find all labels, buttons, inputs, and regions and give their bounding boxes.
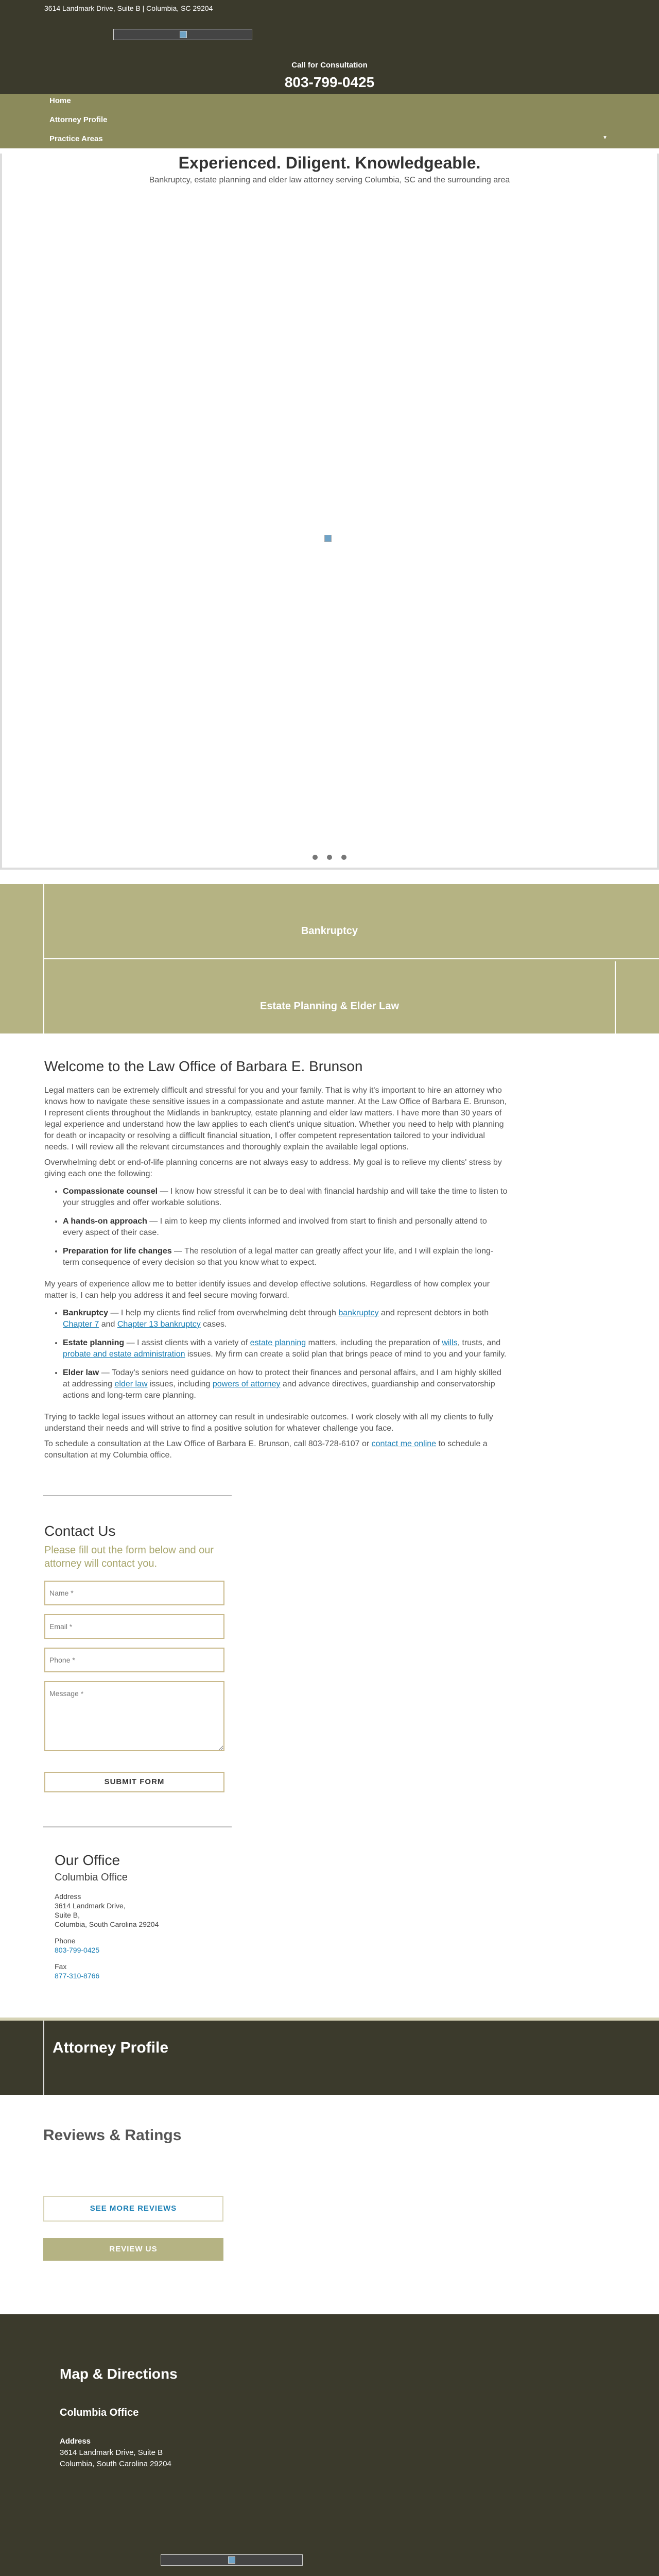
- message-input[interactable]: [44, 1681, 224, 1751]
- welcome-paragraph: Trying to tackle legal issues without an attorney can result in undesirable outcomes. I work closely with all my clients to fully understand their needs and will strive to find a positive solution for whatever challenge you face.: [44, 1413, 493, 1433]
- header-cta: Call for Consultation: [291, 61, 368, 70]
- divider: [43, 958, 659, 959]
- nav-contact-us[interactable]: Contact Us: [49, 173, 91, 181]
- contact-title: Contact Us: [44, 1523, 116, 1539]
- wills-link[interactable]: wills: [442, 1338, 458, 1347]
- see-more-reviews-button[interactable]: SEE MORE REVIEWS: [43, 2196, 223, 2222]
- slider-dot[interactable]: [327, 855, 332, 860]
- practice-estate-planning-link[interactable]: Estate Planning & Elder Law: [259, 1001, 400, 1012]
- slider-dots: [2, 853, 657, 862]
- topbar-address: 3614 Landmark Drive, Suite B | Columbia, SC 29204: [44, 4, 213, 12]
- name-input[interactable]: [44, 1581, 224, 1605]
- contact-form-section: [0, 1496, 659, 1792]
- email-input[interactable]: [44, 1614, 224, 1639]
- reviews-title: Reviews & Ratings: [43, 2127, 182, 2144]
- attorney-profile-title[interactable]: Attorney Profile: [53, 2039, 169, 2056]
- nav-reviews-ratings[interactable]: Reviews & Ratings: [49, 154, 119, 162]
- welcome-paragraph: My years of experience allow me to better identify issues and develop effective solutions. Regardless of how complex your matter is, I can help you address it and feel secure moving forward.: [44, 1280, 490, 1300]
- logo-image-icon: [180, 31, 187, 38]
- address-line: Suite B,: [55, 1911, 80, 1919]
- list-item: • Compassionate counsel — I know how stressful it can be to deal with financial hardship and will take the time to listen to your struggles and offer workable solutions.: [63, 1186, 508, 1209]
- footer-logo[interactable]: [161, 2554, 303, 2566]
- header-phone[interactable]: 803-799-0425: [284, 74, 375, 90]
- map-title: Map & Directions: [60, 2366, 178, 2382]
- footer-office-name: Columbia Office: [60, 2407, 139, 2418]
- site-footer: [0, 2314, 659, 2576]
- services-list: [63, 1308, 508, 1401]
- powers-of-attorney-link[interactable]: powers of attorney: [212, 1380, 281, 1388]
- list-item: • Preparation for life changes — The resolution of a legal matter can greatly affect your life, and I will explain the long-term consequence of every decision so that you know what to expect.: [63, 1246, 508, 1268]
- phone-label: Phone: [55, 1937, 76, 1945]
- slider-dot[interactable]: [313, 855, 318, 860]
- chapter-7-link[interactable]: Chapter 7: [63, 1320, 99, 1329]
- contact-online-link[interactable]: contact me online: [371, 1439, 437, 1448]
- practice-areas-banner: [0, 884, 659, 1033]
- site-header: [0, 16, 659, 94]
- estate-planning-link[interactable]: estate planning: [250, 1338, 306, 1347]
- bankruptcy-link[interactable]: bankruptcy: [338, 1309, 379, 1317]
- reviews-section: [0, 2095, 659, 2261]
- address-line: 3614 Landmark Drive,: [55, 1902, 126, 1910]
- list-item: • A hands-on approach — I aim to keep my clients informed and involved from start to finish and personally attend to every aspect of their case.: [63, 1216, 508, 1239]
- fax-label: Fax: [55, 1962, 67, 1971]
- submit-button[interactable]: SUBMIT FORM: [44, 1772, 224, 1792]
- nav-map-directions[interactable]: Map & Directions: [49, 192, 113, 200]
- hero-slider: [0, 154, 659, 870]
- welcome-section: [0, 1033, 552, 1461]
- chapter-13-link[interactable]: Chapter 13 bankruptcy: [117, 1320, 201, 1329]
- attorney-profile-section: [0, 2018, 659, 2095]
- office-fax-link[interactable]: 877-310-8766: [55, 1972, 100, 1980]
- nav-home[interactable]: Home: [49, 96, 71, 105]
- footer-address: Address 3614 Landmark Drive, Suite B Columbia, South Carolina 29204: [60, 2437, 171, 2468]
- list-item: • Elder law — Today's seniors need guidance on how to protect their finances and personal affairs, and I am highly skilled at addressing elder law issues, including powers of attorney and advance directives, guardianship and conservatorship actions and long-term care planning.: [63, 1367, 508, 1401]
- welcome-title: Welcome to the Law Office of Barbara E. Brunson: [44, 1058, 363, 1074]
- topbar: [0, 0, 659, 16]
- welcome-paragraph: Overwhelming debt or end-of-life planning concerns are not always easy to address. My goal is to relieve my clients' stress by giving each one the following:: [44, 1158, 502, 1178]
- review-us-button[interactable]: REVIEW US: [43, 2238, 223, 2261]
- slider-dot[interactable]: [341, 855, 346, 860]
- hero-title: Experienced. Diligent. Knowledgeable.: [178, 154, 481, 172]
- address-line: Columbia, South Carolina 29204: [55, 1920, 159, 1928]
- logo-image-icon: [228, 2556, 235, 2564]
- probate-link[interactable]: probate and estate administration: [63, 1350, 185, 1359]
- benefits-list: [63, 1186, 508, 1268]
- practice-bankruptcy-link[interactable]: Bankruptcy: [301, 925, 358, 937]
- welcome-paragraph: To schedule a consultation at the Law Office of Barbara E. Brunson, call 803-728-6107 or contact me online to schedule a consultation at my Columbia office.: [44, 1439, 488, 1460]
- address-label: Address: [55, 1892, 81, 1901]
- phone-input[interactable]: [44, 1648, 224, 1672]
- hero-subtitle: Bankruptcy, estate planning and elder law attorney serving Columbia, SC and the surrounding area: [149, 176, 510, 184]
- chevron-down-icon[interactable]: ▼: [602, 135, 608, 141]
- elder-law-link[interactable]: elder law: [114, 1380, 148, 1388]
- contact-intro: Please fill out the form below and our attorney will contact you.: [44, 1545, 214, 1569]
- welcome-paragraph: Legal matters can be extremely difficult and stressful for you and your family. That is why it's important to hire an attorney who knows how to navigate these sensitive issues in a compassionate and astute manner. At the Law Office of Barbara E. Brunson, I represent clients throughout the Midlands in bankruptcy, estate planning and elder law matters. I have more than 30 years of legal experience and understand how the law applies to each client's unique situation. Whether you need to help with planning for death or incapacity or resolving a difficult financial situation, I offer competent representation tailored to your individual needs. I will review all the relevant circumstances and thoroughly explain the available legal options.: [44, 1086, 507, 1151]
- office-phone-link[interactable]: 803-799-0425: [55, 1946, 100, 1954]
- nav-practice-areas[interactable]: Practice Areas: [49, 134, 103, 143]
- slide-image-icon: [324, 535, 332, 542]
- site-logo[interactable]: [113, 29, 252, 40]
- nav-attorney-profile[interactable]: Attorney Profile: [49, 115, 108, 124]
- list-item: • Estate planning — I assist clients with a variety of estate planning matters, including the preparation of wills, trusts, and probate and estate administration issues. My firm can create a solid plan that brings peace of mind to you and your family.: [63, 1337, 508, 1360]
- list-item: • Bankruptcy — I help my clients find relief from overwhelming debt through bankruptcy and represent debtors in both Chapter 7 and Chapter 13 bankruptcy cases.: [63, 1308, 508, 1330]
- office-name: Columbia Office: [55, 1872, 128, 1883]
- divider: [615, 961, 616, 1033]
- office-title: Our Office: [55, 1852, 120, 1868]
- office-section: [0, 1827, 659, 1980]
